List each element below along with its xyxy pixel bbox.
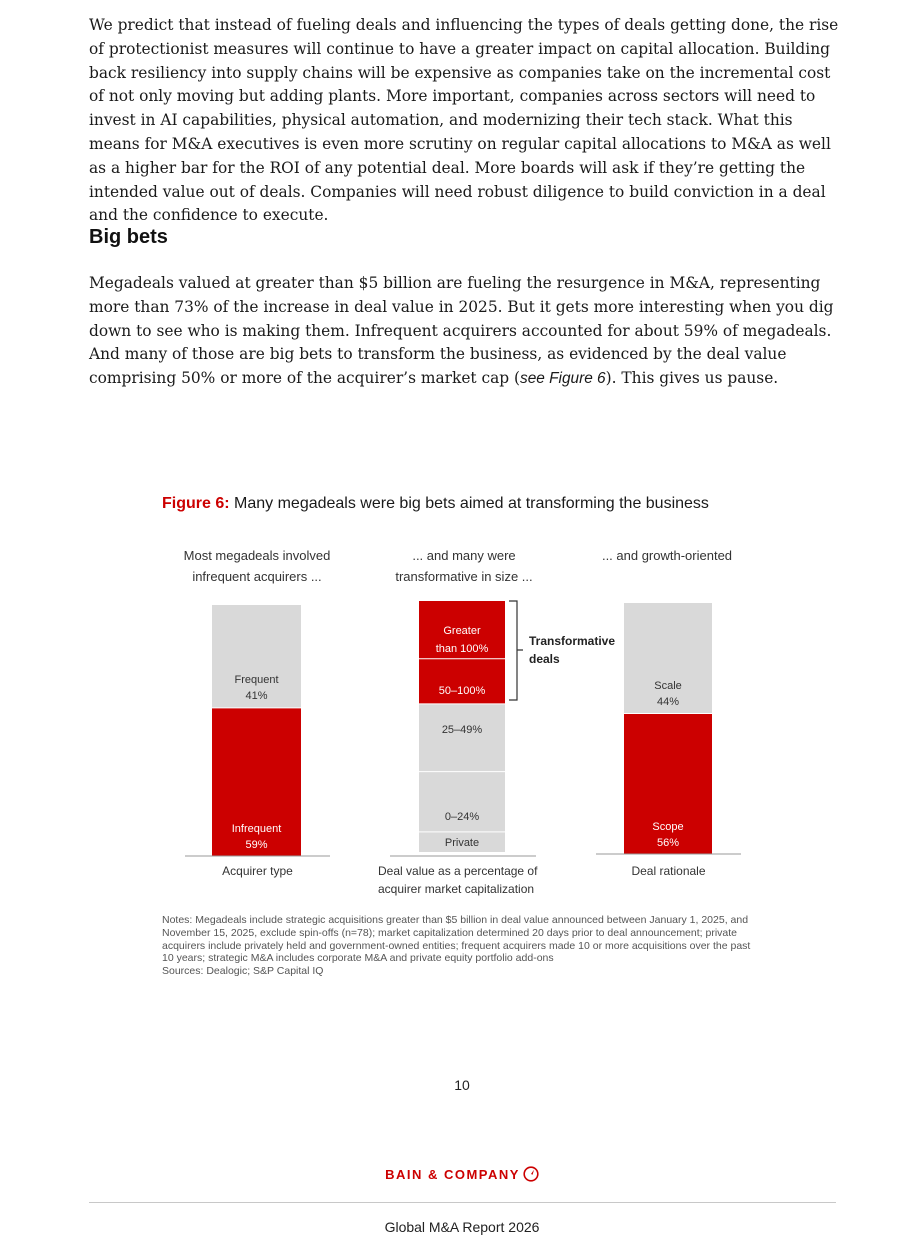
section-heading: Big bets <box>89 226 168 248</box>
segment-label-private: Private <box>444 837 480 849</box>
column-header-acquirer: Most megadeals involved infrequent acquirers ... <box>183 548 331 584</box>
column-header-rationale: ... and growth-oriented <box>601 548 733 563</box>
segment-label-50-100: 50–100% <box>438 685 486 697</box>
page-number: 10 <box>454 1077 470 1093</box>
brand-logo <box>0 1166 924 1182</box>
segment-label-infrequent: Infrequent 59% <box>231 823 282 851</box>
figure-title-text: Many megadeals were big bets aimed at transforming the business <box>234 495 709 512</box>
column-header-size: ... and many were transformative in size ... <box>395 548 533 584</box>
intro-paragraph: We predict that instead of fueling deals and influencing the types of deals getting done, the rise of protectionist measures will continue to have a greater impact on capital allocation. Building back resiliency into supply chains will be expensive as companies take on the incremental cost of not only moving but adding plants. More important, companies across sectors will need to invest in AI capabilities, physical automation, and modernizing their tech stack. What this means for M&A executives is even more scrutiny on regular capital allocations to M&A as well as a higher bar for the ROI of any potential deal. More boards will ask if they’re getting the intended value out of deals. Companies will need robust diligence to build conviction in a deal and the confidence to execute. <box>89 16 839 225</box>
axis-label-deal-rationale: Deal rationale <box>631 864 706 878</box>
footer-rule <box>89 1202 836 1203</box>
segment-label-frequent: Frequent 41% <box>234 674 279 702</box>
notes-text: Notes: Megadeals include strategic acquisitions greater than $5 billion in deal value announced between January 1, 2025, and November 15, 2025, exclude spin-offs (n=78); market capitalization determined 20 days prior to deal announcement; private acquirers include privately held and government-owned entities; frequent acquirers made 10 or more acquisitions over the past 10 years; strategic M&A includes corporate M&A and private equity portfolio add-ons <box>162 914 751 965</box>
segment-label-0-24: 0–24% <box>444 811 480 823</box>
sources-text: Sources: Dealogic; S&P Capital IQ <box>162 965 324 978</box>
transformative-bracket <box>509 601 523 700</box>
figure-reference: see Figure 6 <box>520 370 606 388</box>
figure-notes <box>162 914 762 978</box>
bigbets-paragraph-main: Megadeals valued at greater than $5 billion are fueling the resurgence in M&A, representing more than 73% of the increase in deal value in 2025. But it gets more interesting when you dig down to see who is making them. Infrequent acquirers accounted for about 59% of megadeals. And many of those are big bets to transform the business, as evidenced by the deal value comprising 50% or more of the acquirer’s market cap ( <box>89 274 834 388</box>
bigbets-paragraph-end: ). This gives us pause. <box>605 369 779 388</box>
segment-label-scale: Scale 44% <box>654 680 682 708</box>
brand-name: BAIN & COMPANY <box>385 1167 520 1182</box>
segment-label-greater-than-100: Greater than 100% <box>435 625 489 655</box>
compass-icon <box>523 1166 539 1182</box>
axis-label-deal-value: Deal value as a percentage of acquirer market capitalization <box>378 864 538 896</box>
segment-label-25-49: 25–49% <box>441 724 483 736</box>
segment-label-scope: Scope 56% <box>652 821 684 849</box>
transformative-deals-label: Transformative deals <box>529 634 616 666</box>
figure-label: Figure 6: <box>162 495 230 512</box>
axis-label-acquirer-type: Acquirer type <box>222 864 293 878</box>
footer-title: Global M&A Report 2026 <box>384 1219 540 1235</box>
